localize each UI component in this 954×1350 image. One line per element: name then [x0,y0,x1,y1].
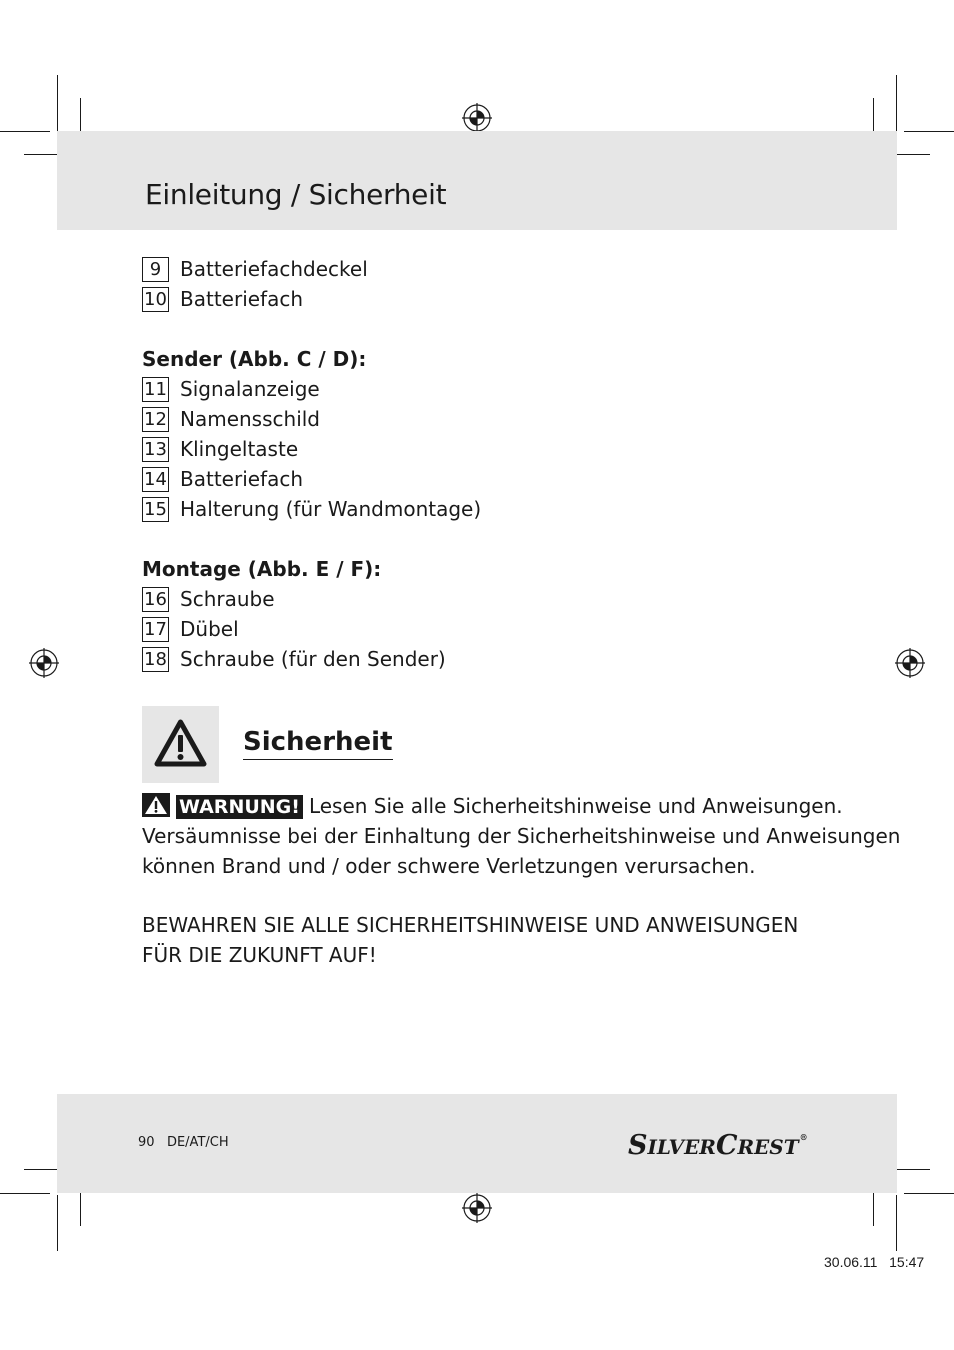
logo-letter: S [628,1130,648,1161]
list-item [142,404,842,434]
warning-triangle-icon [142,793,170,817]
crop-mark [80,1188,81,1226]
part-number: 18 [142,647,169,672]
part-label: Klingeltaste [180,437,299,461]
crop-mark [0,131,50,132]
part-number: 9 [142,257,169,282]
brand-logo [628,1121,808,1165]
part-number: 14 [142,467,169,492]
warning-text: Lesen Sie alle Sicherheitshinweise und Anweisungen. [308,794,843,818]
logo-letters: REST [737,1135,799,1159]
part-label: Schraube [180,587,275,611]
logo-letter: C [715,1130,738,1161]
registration-mark-icon [462,103,492,133]
part-number: 10 [142,287,169,312]
warning-paragraph [142,791,901,881]
crop-mark [896,75,897,135]
part-label: Namensschild [180,407,320,431]
part-number: 15 [142,497,169,522]
registration-mark-icon [895,648,925,678]
registration-mark-icon [462,1193,492,1223]
part-number: 16 [142,587,169,612]
part-label: Batteriefach [180,287,304,311]
part-label: Signalanzeige [180,377,320,401]
page-number [138,1135,229,1150]
list-item [142,584,842,614]
parts-list [142,254,842,674]
crop-mark [873,98,874,135]
sender-heading: Sender (Abb. C / D): [142,347,367,371]
print-date: 30.06.11 [824,1254,878,1270]
registered-mark: ® [799,1132,808,1142]
section-title: Sicherheit [243,727,393,760]
list-item [142,644,842,674]
part-number: 11 [142,377,169,402]
paragraph-line: können Brand und / oder schwere Verletzungen verursachen. [142,854,756,878]
warning-triangle-icon [142,706,219,783]
page-number-value: 90 [138,1135,155,1150]
list-item [142,374,842,404]
print-time: 15:47 [889,1254,925,1270]
montage-heading: Montage (Abb. E / F): [142,557,382,581]
logo-letters: ILVER [647,1135,716,1159]
list-item [142,494,842,524]
paragraph-line: Versäumnisse bei der Einhaltung der Sicherheitshinweise und Anweisungen [142,824,901,848]
crop-mark [0,1193,50,1194]
part-label: Schraube (für den Sender) [180,647,446,671]
paragraph-line [142,791,843,821]
crop-mark [57,75,58,135]
notice-line: BEWAHREN SIE ALLE SICHERHEITSHINWEISE UND ANWEISUNGEN [142,913,799,937]
keep-instructions-notice [142,910,842,970]
print-timestamp [824,1254,924,1270]
crop-mark [80,98,81,135]
region-code: DE/AT/CH [166,1135,229,1150]
part-number: 17 [142,617,169,642]
part-label: Batteriefachdeckel [180,257,368,281]
crop-mark [904,1193,954,1194]
safety-icon-box [142,706,219,783]
list-item [142,464,842,494]
crop-mark [873,1188,874,1226]
warning-badge: WARNUNG! [176,795,303,819]
crop-mark [904,131,954,132]
crop-mark [57,1195,58,1251]
page-title: Einleitung / Sicherheit [145,178,447,211]
part-label: Dübel [180,617,239,641]
list-item [142,284,842,314]
list-item [142,614,842,644]
crop-mark [896,1195,897,1251]
list-item [142,254,842,284]
part-number: 13 [142,437,169,462]
notice-line: FÜR DIE ZUKUNFT AUF! [142,943,377,967]
list-item [142,434,842,464]
part-label: Halterung (für Wandmontage) [180,497,482,521]
registration-mark-icon [29,648,59,678]
part-label: Batteriefach [180,467,304,491]
part-number: 12 [142,407,169,432]
